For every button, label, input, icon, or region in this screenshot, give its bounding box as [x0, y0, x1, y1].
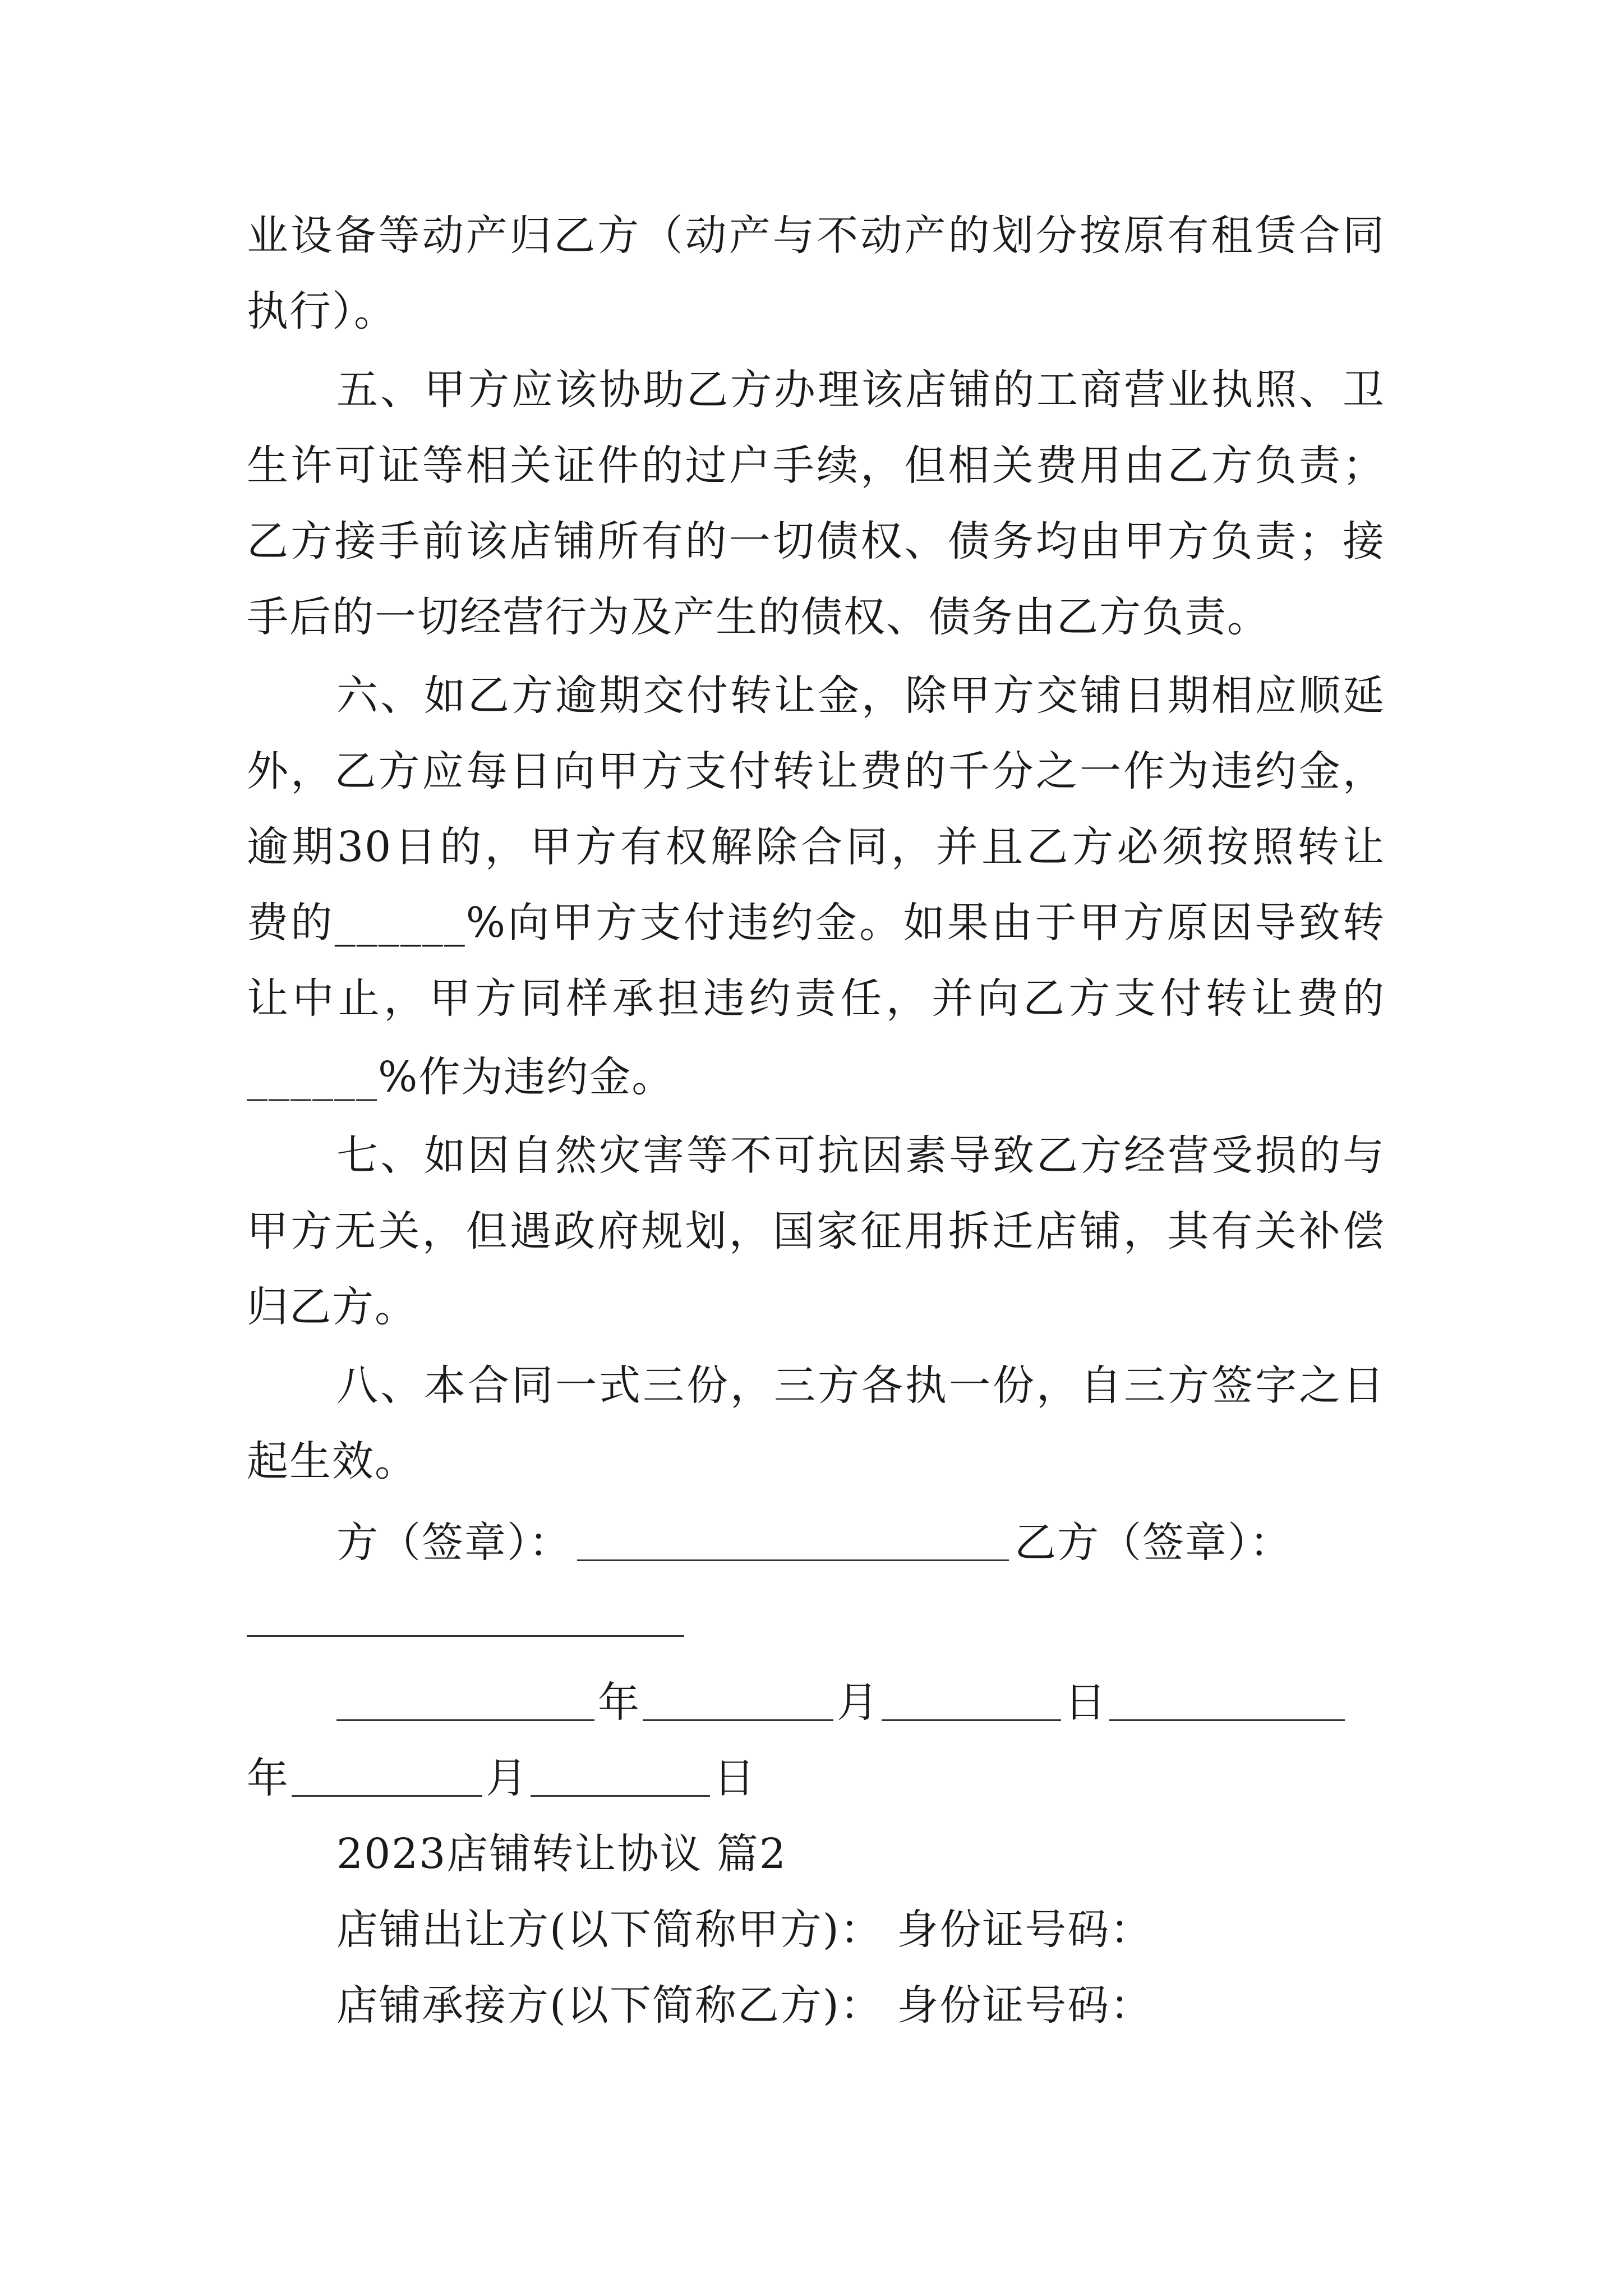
paragraph-line: 甲方无关，但遇政府规划，国家征用拆迁店铺，其有关补偿 [247, 1207, 1385, 1255]
paragraph-line: 八、本合同一式三份，三方各执一份，自三方签字之日 [336, 1361, 1385, 1410]
day-blank [531, 1760, 710, 1797]
paragraph-line: 六、如乙方逾期交付转让金，除甲方交铺日期相应顺延 [336, 671, 1385, 720]
month-blank [643, 1685, 833, 1721]
paragraph-line: 手后的一切经营行为及产生的债权、债务由乙方负责。 [247, 593, 1270, 641]
paragraph-line: 七、如因自然灾害等不可抗因素导致乙方经营受损的与 [336, 1131, 1385, 1180]
month-blank [292, 1760, 482, 1797]
party-a-signature-label: 方（签章）： [336, 1519, 571, 1567]
paragraph-line: 外，乙方应每日向甲方支付转让费的千分之一作为违约金， [247, 747, 1385, 795]
month-label: 月 [486, 1754, 527, 1802]
year-label: 年 [247, 1754, 288, 1802]
paragraph-line: 乙方接手前该店铺所有的一切债权、债务均由甲方负责；接 [247, 517, 1385, 565]
party-a-signature-blank [577, 1525, 1009, 1561]
party-b-signature-label: 乙方（签章）： [1015, 1519, 1292, 1567]
year-blank [1109, 1685, 1345, 1721]
paragraph-line: 归乙方。 [247, 1283, 417, 1331]
paragraph-line: 起生效。 [247, 1437, 417, 1485]
paragraph-line: 让中止，甲方同样承担违约责任，并向乙方支付转让费的 [247, 974, 1385, 1023]
signature-row [336, 1515, 1385, 1571]
paragraph-line: 逾期30日的，甲方有权解除合同，并且乙方必须按照转让 [247, 823, 1385, 871]
paragraph-line: 执行）。 [247, 287, 396, 335]
paragraph-line: 业设备等动产归乙方（动产与不动产的划分按原有租赁合同 [247, 211, 1385, 260]
date-row-party-a [336, 1674, 1348, 1731]
paragraph-line: ______%作为违约金。 [247, 1053, 675, 1101]
paragraph-line: 费的______%向甲方支付违约金。如果由于甲方原因导致转 [247, 899, 1385, 947]
party-b-signature-blank [247, 1634, 684, 1637]
day-blank [882, 1685, 1061, 1721]
year-label: 年 [598, 1678, 639, 1727]
date-row-party-b [247, 1750, 755, 1806]
transferee-line: 店铺承接方(以下简称乙方)： 身份证号码： [336, 1981, 1153, 2030]
paragraph-line: 五、甲方应该协助乙方办理该店铺的工商营业执照、卫 [336, 366, 1385, 414]
month-label: 月 [837, 1678, 878, 1727]
year-blank [336, 1685, 594, 1721]
day-label: 日 [713, 1754, 755, 1802]
section-title: 2023店铺转让协议 篇2 [336, 1830, 787, 1878]
day-label: 日 [1064, 1678, 1106, 1727]
transferor-line: 店铺出让方(以下简称甲方)： 身份证号码： [336, 1906, 1153, 1954]
paragraph-line: 生许可证等相关证件的过户手续，但相关费用由乙方负责； [247, 441, 1385, 490]
